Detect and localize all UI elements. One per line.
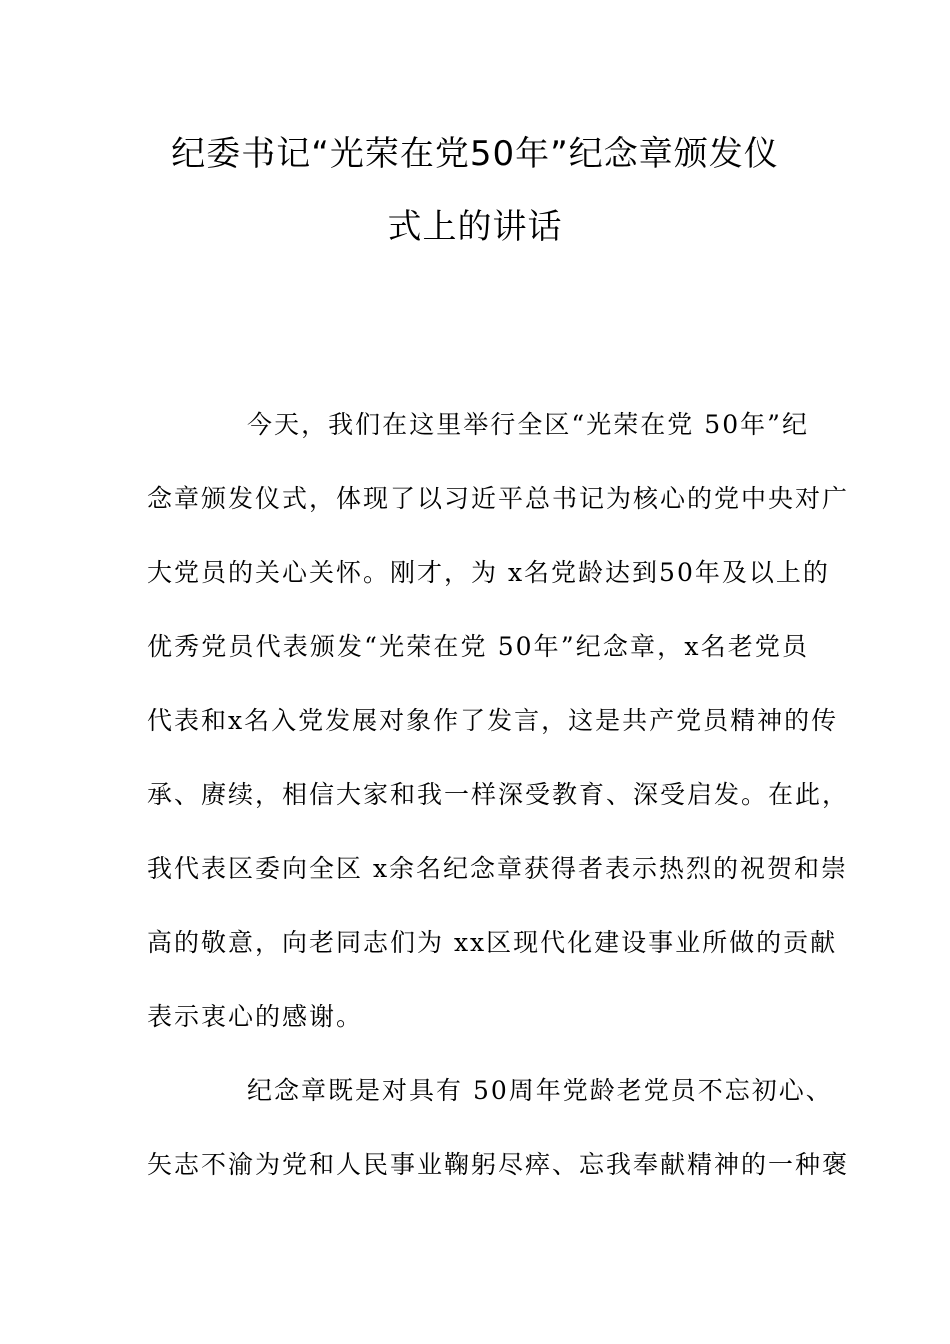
document-title-line-1: 纪委书记“光荣在党50年”纪念章颁发仪 bbox=[171, 134, 779, 174]
paragraph-1-line: 大党员的关心关怀。刚才，为 x名党龄达到50年及以上的 bbox=[147, 558, 830, 587]
paragraph-1-line: 优秀党员代表颁发“光荣在党 50年”纪念章，x名老党员 bbox=[147, 632, 809, 661]
paragraph-2-line: 矢志不渝为党和人民事业鞠躬尽瘁、忘我奉献精神的一种褒 bbox=[147, 1150, 850, 1179]
paragraph-1-line: 表示衷心的感谢。 bbox=[147, 1002, 364, 1031]
paragraph-1-line: 承、赓续，相信大家和我一样深受教育、深受启发。在此， bbox=[147, 780, 850, 809]
paragraph-1-line: 念章颁发仪式，体现了以习近平总书记为核心的党中央对广 bbox=[147, 484, 850, 513]
paragraph-2-line: 纪念章既是对具有 50周年党龄老党员不忘初心、 bbox=[247, 1076, 833, 1105]
paragraph-1-line: 高的敬意，向老同志们为 xx区现代化建设事业所做的贡献 bbox=[147, 928, 838, 957]
paragraph-1-line: 今天，我们在这里举行全区“光荣在党 50年”纪 bbox=[247, 410, 809, 439]
document-title-line-2: 式上的讲话 bbox=[387, 207, 563, 247]
paragraph-1-line: 代表和x名入党发展对象作了发言，这是共产党员精神的传 bbox=[147, 706, 839, 735]
paragraph-1-line: 我代表区委向全区 x余名纪念章获得者表示热烈的祝贺和崇 bbox=[147, 854, 849, 883]
